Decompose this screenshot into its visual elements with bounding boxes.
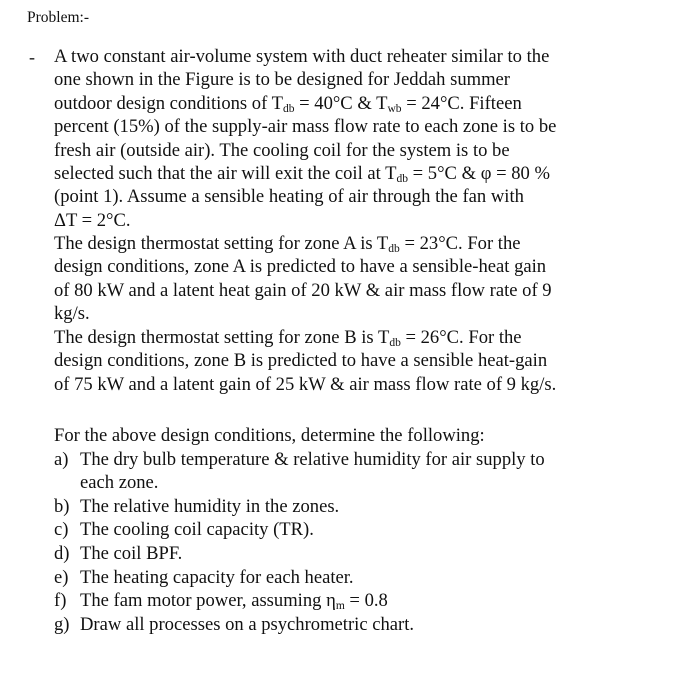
- question-item-f: [54, 589, 545, 613]
- text-line: one shown in the Figure is to be designed for Jeddah summer: [54, 69, 510, 91]
- text-line: design conditions, zone A is predicted to have a sensible-heat gain: [54, 256, 547, 278]
- text-line: selected such that the air will exit the coil at $T_{db} = 5^\circ C$ & φ = 80 %: [54, 162, 550, 185]
- questions-section: [54, 424, 545, 636]
- questions-intro: For the above design conditions, determine the following:: [54, 425, 485, 446]
- question-item-c: [54, 518, 545, 542]
- text-line: ΔT = 2°C.: [54, 209, 131, 231]
- problem-paragraph-3: [54, 326, 556, 396]
- question-text: The cooling coil capacity (TR).: [80, 519, 314, 541]
- question-letter: d): [54, 542, 70, 564]
- text-line: of 80 kW and a latent heat gain of 20 kW & air mass flow rate of 9: [54, 279, 552, 301]
- text-line: A two constant air-volume system with duct reheater similar to the: [54, 46, 550, 67]
- text-line: The design thermostat setting for zone B is $T_{db} = 26^\circ C$. For the: [54, 327, 522, 349]
- question-letter: c): [54, 519, 69, 541]
- text-line: design conditions, zone B is predicted to have a sensible heat-gain: [54, 350, 548, 372]
- question-item-a: [54, 448, 545, 472]
- question-text: The relative humidity in the zones.: [80, 495, 340, 517]
- problem-heading: Problem:-: [27, 9, 89, 26]
- question-letter: f): [54, 590, 67, 612]
- text-line: kg/s.: [54, 303, 90, 325]
- text-line: The design thermostat setting for zone A is $T_{db} = 23^\circ C$. For the: [54, 233, 521, 255]
- question-letter: a): [54, 448, 69, 470]
- list-bullet: -: [29, 47, 35, 67]
- question-item-a-continuation: [54, 471, 545, 495]
- question-item-g: [54, 613, 545, 637]
- question-letter: g): [54, 613, 70, 635]
- text-line: outdoor design conditions of $T_{db} = 40^\circ C$ & $T_{wb} = 24^\circ C$. Fifteen: [54, 92, 522, 115]
- problem-paragraph-1: [54, 45, 556, 232]
- question-item-e: [54, 566, 545, 590]
- text-line: fresh air (outside air). The cooling coil for the system is to be: [54, 139, 510, 161]
- question-text: The coil BPF.: [80, 542, 183, 564]
- question-text: Draw all processes on a psychrometric chart.: [80, 613, 415, 635]
- question-text: The dry bulb temperature & relative humidity for air supply to: [80, 448, 545, 470]
- question-text: each zone.: [80, 472, 159, 494]
- question-item-b: [54, 495, 545, 519]
- text-line: percent (15%) of the supply-air mass flow rate to each zone is to be: [54, 116, 557, 138]
- problem-paragraph-2: [54, 232, 552, 326]
- text-line: of 75 kW and a latent gain of 25 kW & air mass flow rate of 9 kg/s.: [54, 373, 557, 395]
- question-item-d: [54, 542, 545, 566]
- text-line: (point 1). Assume a sensible heating of air through the fan with: [54, 186, 524, 208]
- question-letter: e): [54, 566, 69, 588]
- question-text: The fam motor power, assuming $\eta_m = 0.8$: [80, 590, 388, 613]
- question-text: The heating capacity for each heater.: [80, 566, 354, 588]
- question-letter: b): [54, 495, 70, 517]
